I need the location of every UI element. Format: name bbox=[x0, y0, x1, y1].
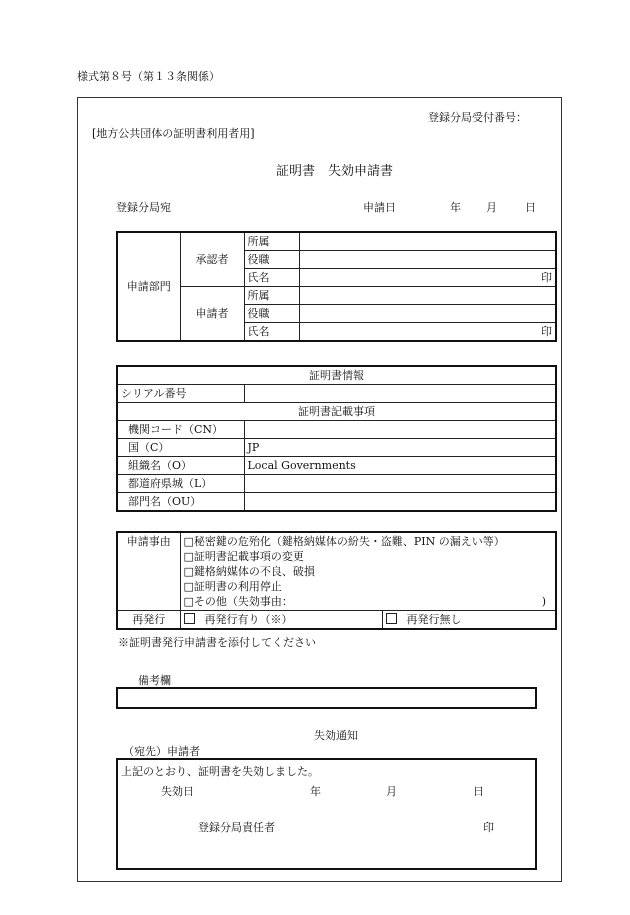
attachment-note: ※証明書発行申請書を添付してください bbox=[118, 636, 316, 649]
reissue-yes-option[interactable]: 再発行有り（※） bbox=[180, 611, 382, 630]
approver-field-affiliation: 所属 bbox=[244, 232, 299, 251]
cert-row-value[interactable] bbox=[244, 421, 556, 439]
reason-option-defect[interactable]: □鍵格納媒体の不良、破損 bbox=[183, 565, 315, 578]
reissue-no-option[interactable]: 再発行無し bbox=[382, 611, 556, 630]
page-title: 証明書 失効申請書 bbox=[276, 164, 394, 179]
applicant-field-affiliation: 所属 bbox=[244, 287, 299, 305]
applicant-position-value[interactable] bbox=[299, 305, 556, 323]
revocation-date-label: 失効日 bbox=[161, 785, 194, 798]
date-year: 年 bbox=[450, 201, 461, 214]
reason-option-change[interactable]: □証明書記載事項の変更 bbox=[183, 550, 304, 563]
serial-label: シリアル番号 bbox=[117, 385, 244, 403]
revocation-year: 年 bbox=[310, 785, 321, 798]
other-close-paren: ) bbox=[541, 595, 546, 608]
reissue-yes-checkbox[interactable] bbox=[184, 613, 195, 624]
applicant-dept-label: 申請部門 bbox=[117, 232, 180, 341]
cert-row-label: 部門名（OU） bbox=[117, 493, 244, 512]
applicant-affiliation-value[interactable] bbox=[299, 287, 556, 305]
applicant-seal: 印 bbox=[541, 325, 552, 338]
revocation-notice-box bbox=[116, 758, 537, 870]
approver-field-name: 氏名 bbox=[244, 269, 299, 287]
serial-value[interactable] bbox=[244, 385, 556, 403]
approver-field-position: 役職 bbox=[244, 251, 299, 269]
officer-seal: 印 bbox=[483, 821, 494, 834]
approver-name-value[interactable] bbox=[299, 269, 556, 287]
approver-label: 承認者 bbox=[180, 232, 244, 287]
cert-row-value[interactable]: JP bbox=[244, 439, 556, 457]
approver-affiliation-value[interactable] bbox=[299, 232, 556, 251]
applicant-label: 申請者 bbox=[180, 287, 244, 342]
form-frame bbox=[77, 97, 562, 882]
registration-officer: 登録分局責任者 bbox=[198, 821, 275, 834]
addressee: 登録分局宛 bbox=[116, 201, 171, 214]
reissue-no-checkbox[interactable] bbox=[386, 613, 397, 624]
applicant-dept-table bbox=[116, 231, 557, 342]
approver-seal: 印 bbox=[541, 271, 552, 284]
remarks-box[interactable] bbox=[116, 687, 537, 709]
cert-entries-header: 証明書記載事項 bbox=[117, 403, 556, 421]
applicant-name-value[interactable] bbox=[299, 323, 556, 342]
form-number: 様式第８号（第１３条関係） bbox=[77, 70, 220, 83]
reason-label: 申請事由 bbox=[117, 532, 180, 611]
cert-row-label: 都道府県城（L） bbox=[117, 475, 244, 493]
revocation-day: 日 bbox=[473, 785, 484, 798]
usage-label: [地方公共団体の証明書利用者用] bbox=[92, 127, 255, 140]
reason-option-other[interactable]: □その他（失効事由： ) bbox=[183, 595, 546, 608]
revocation-notice-title: 失効通知 bbox=[314, 729, 358, 742]
reception-number-label: 登録分局受付番号： bbox=[428, 111, 527, 124]
date-month: 月 bbox=[486, 201, 497, 214]
cert-row-value[interactable] bbox=[244, 493, 556, 512]
applicant-field-name: 氏名 bbox=[244, 323, 299, 342]
cert-row-label: 国（C） bbox=[117, 439, 244, 457]
cert-row-value[interactable]: Local Governments bbox=[244, 457, 556, 475]
cert-row-label: 機関コード（CN） bbox=[117, 421, 244, 439]
approver-position-value[interactable] bbox=[299, 251, 556, 269]
date-day: 日 bbox=[525, 201, 536, 214]
application-date-label: 申請日 bbox=[363, 201, 396, 214]
reissue-label: 再発行 bbox=[117, 611, 180, 630]
reason-option-compromise[interactable]: □秘密鍵の危殆化（鍵格納媒体の紛失・盗難、PIN の漏えい等） bbox=[183, 535, 505, 548]
applicant-field-position: 役職 bbox=[244, 305, 299, 323]
cert-info-table bbox=[116, 365, 557, 512]
revocation-message: 上記のとおり、証明書を失効しました。 bbox=[121, 765, 319, 778]
remarks-label: 備考欄 bbox=[138, 674, 171, 687]
revocation-notice-to: （宛先）申請者 bbox=[123, 745, 200, 758]
cert-row-label: 組織名（O） bbox=[117, 457, 244, 475]
cert-row-value[interactable] bbox=[244, 475, 556, 493]
reason-options bbox=[180, 532, 556, 611]
reason-option-suspend[interactable]: □証明書の利用停止 bbox=[183, 580, 282, 593]
revocation-month: 月 bbox=[386, 785, 397, 798]
cert-info-header: 証明書情報 bbox=[117, 366, 556, 385]
reason-table bbox=[116, 531, 557, 630]
